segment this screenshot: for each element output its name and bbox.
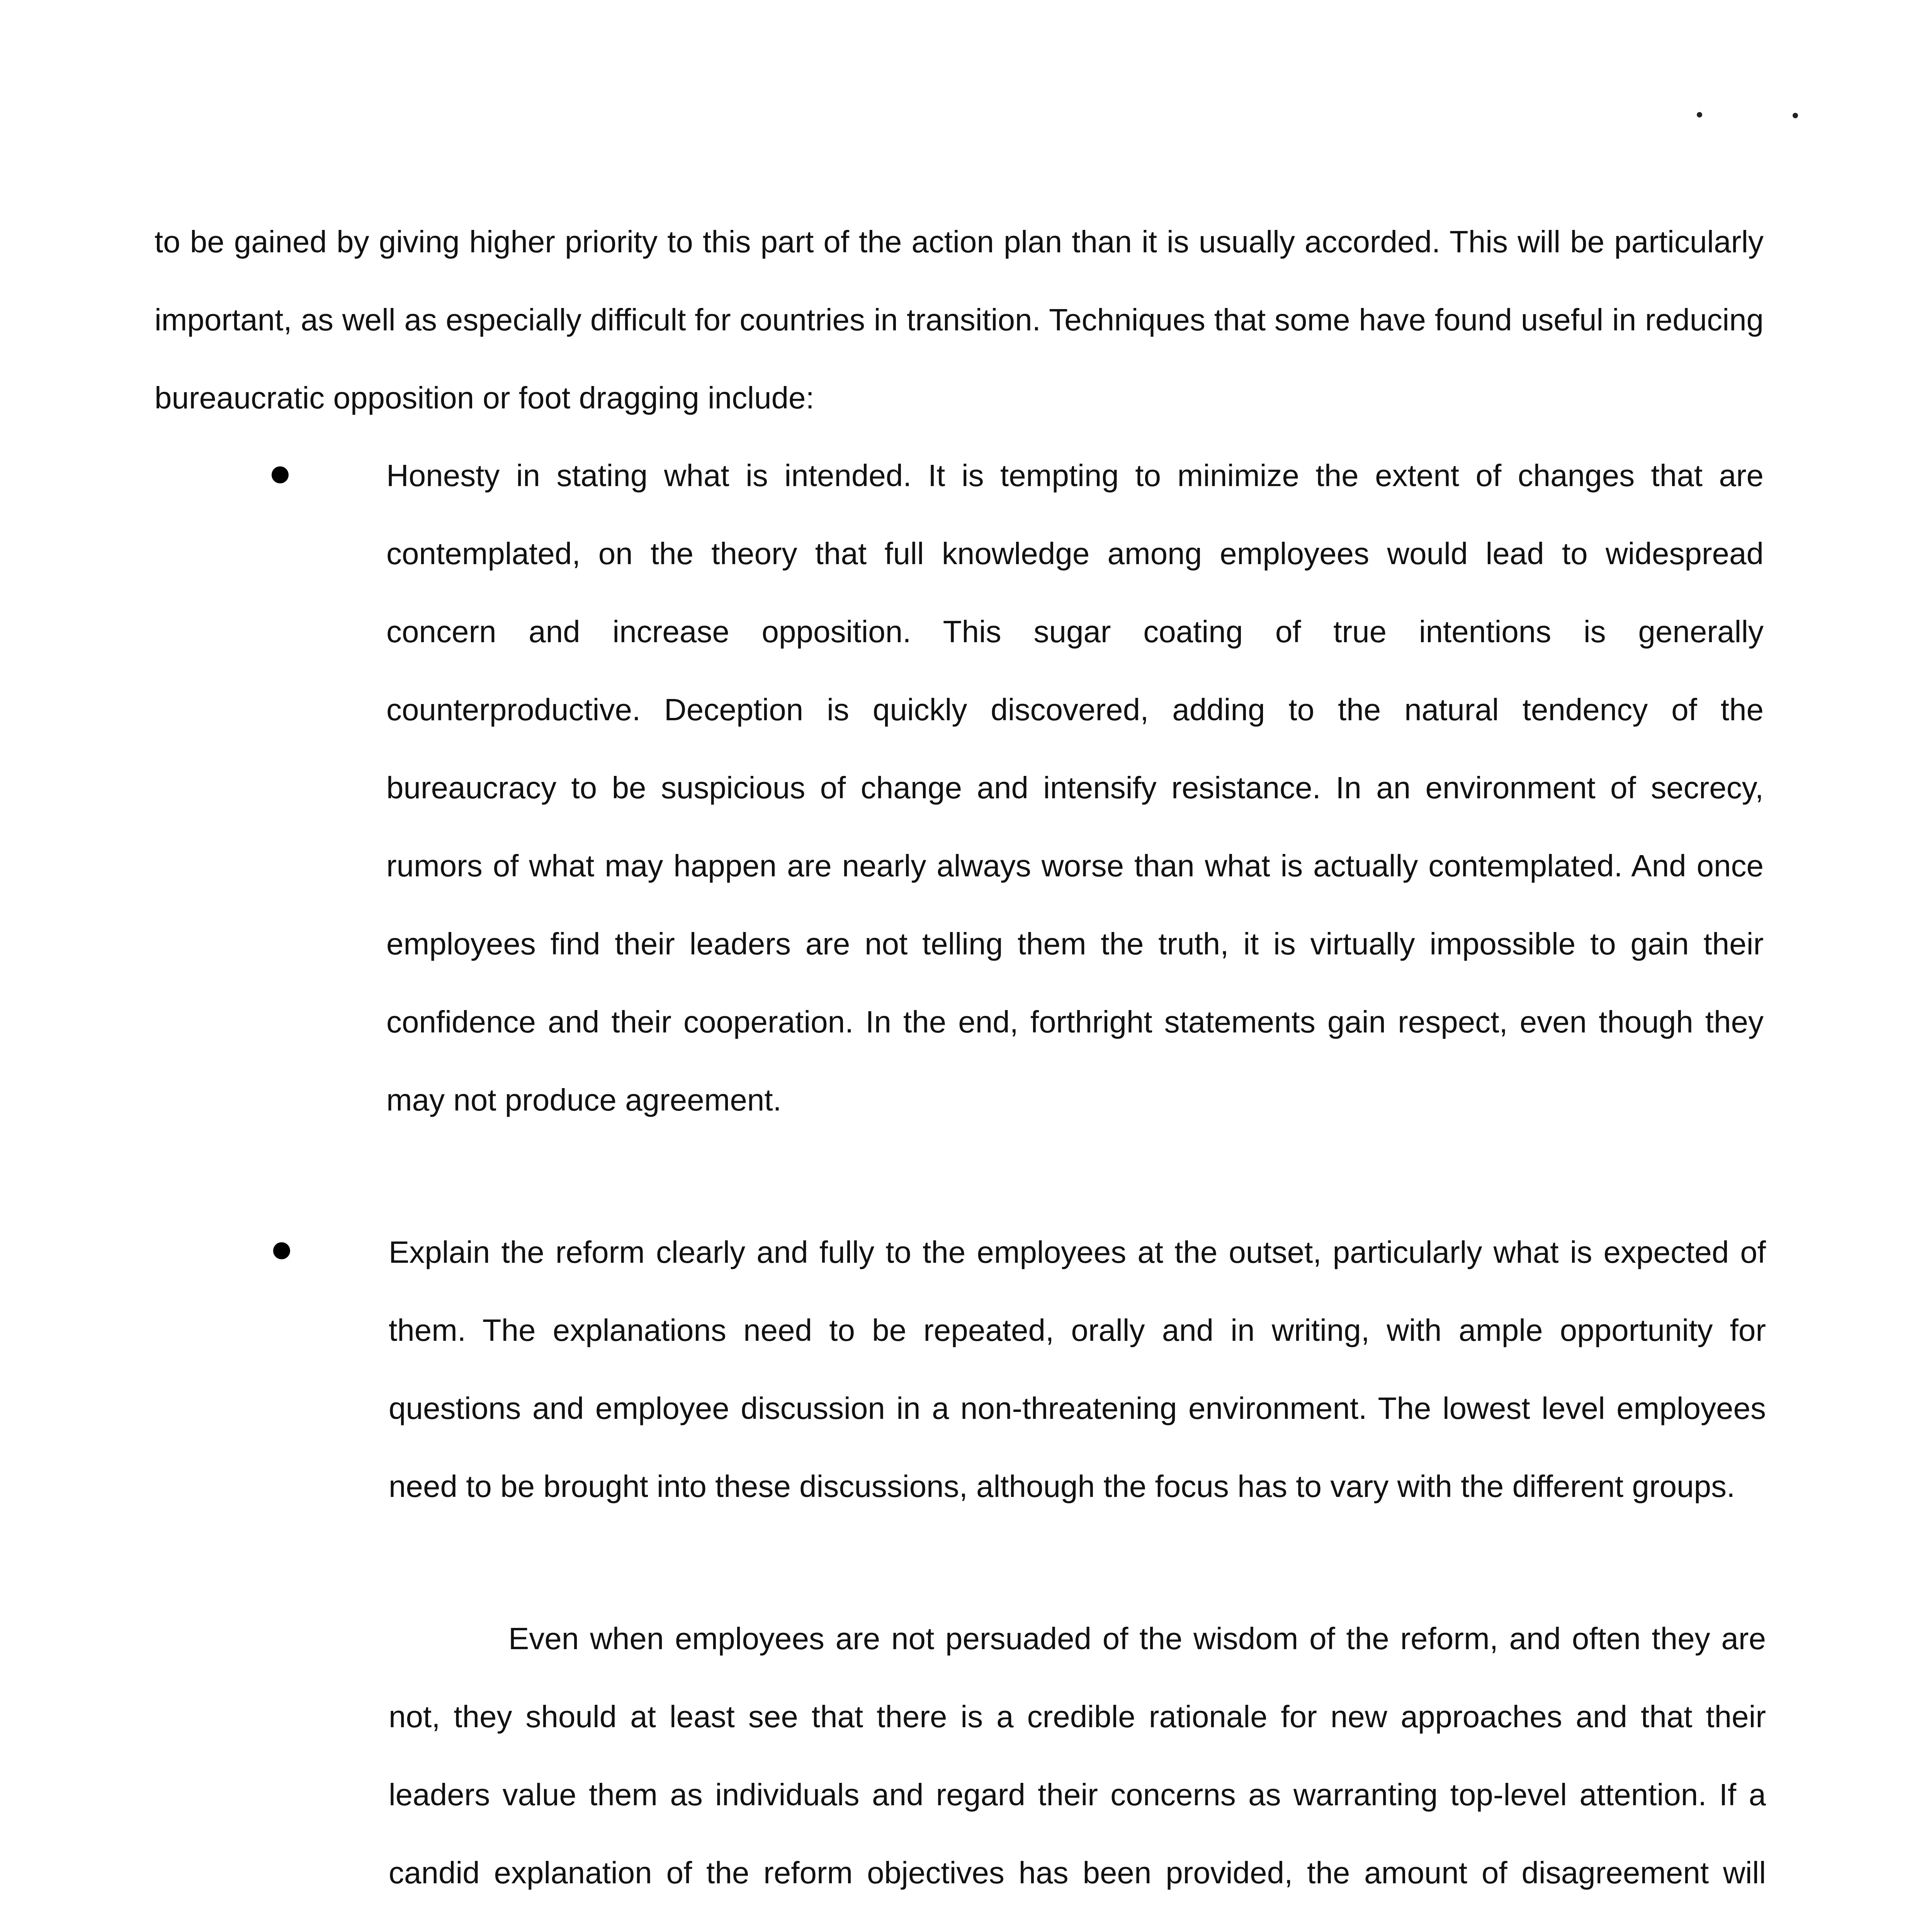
bullet-2-paragraph: Explain the reform clearly and fully to the employees at the outset, particularly what is expected of them. The explanations need to be repeated, orally and in writing, with ample opportunity for questions and employee discussion in a non-threatening environment. The lowest level employees need to be brought into these discussions, although the focus has to vary with the different groups. <box>389 1235 1766 1503</box>
bullet-2-continuation-paragraph: Even when employees are not persuaded of the wisdom of the reform, and often they are not, they should at least see that there is a credible rationale for new approaches and that their leaders value them as individuals and regard their concerns as warranting top-level attention. If a candid explanation of the reform objectives has been provided, the amount of disagreement will <box>389 1621 1766 1890</box>
bullet-icon <box>273 1242 290 1259</box>
bullet-1-paragraph: Honesty in stating what is intended. It is tempting to minimize the extent of changes that are contemplated, on the theory that full knowledge among employees would lead to widespread concern and increase opposition. This sugar coating of true intentions is generally counterproductive. Deception is quickly discovered, adding to the natural tendency of the bureaucracy to be suspicious of change and intensify resistance. In an environment of secrecy, rumors of what may happen are nearly always worse than what is actually contemplated. And once employees find their leaders are not telling them the truth, it is virtually impossible to gain their confidence and their cooperation. In the end, forthright statements gain respect, even though they may not produce agreement. <box>386 458 1764 1117</box>
intro-paragraph: to be gained by giving higher priority to this part of the action plan than it is usually accorded. This will be particularly important, as well as especially difficult for countries in transition. Techniques that some have found useful in reducing bureaucratic opposition or foot dragging include: <box>155 224 1764 415</box>
scan-speck <box>1697 112 1702 117</box>
bullet-icon <box>272 466 289 483</box>
scan-speck <box>1793 113 1798 118</box>
